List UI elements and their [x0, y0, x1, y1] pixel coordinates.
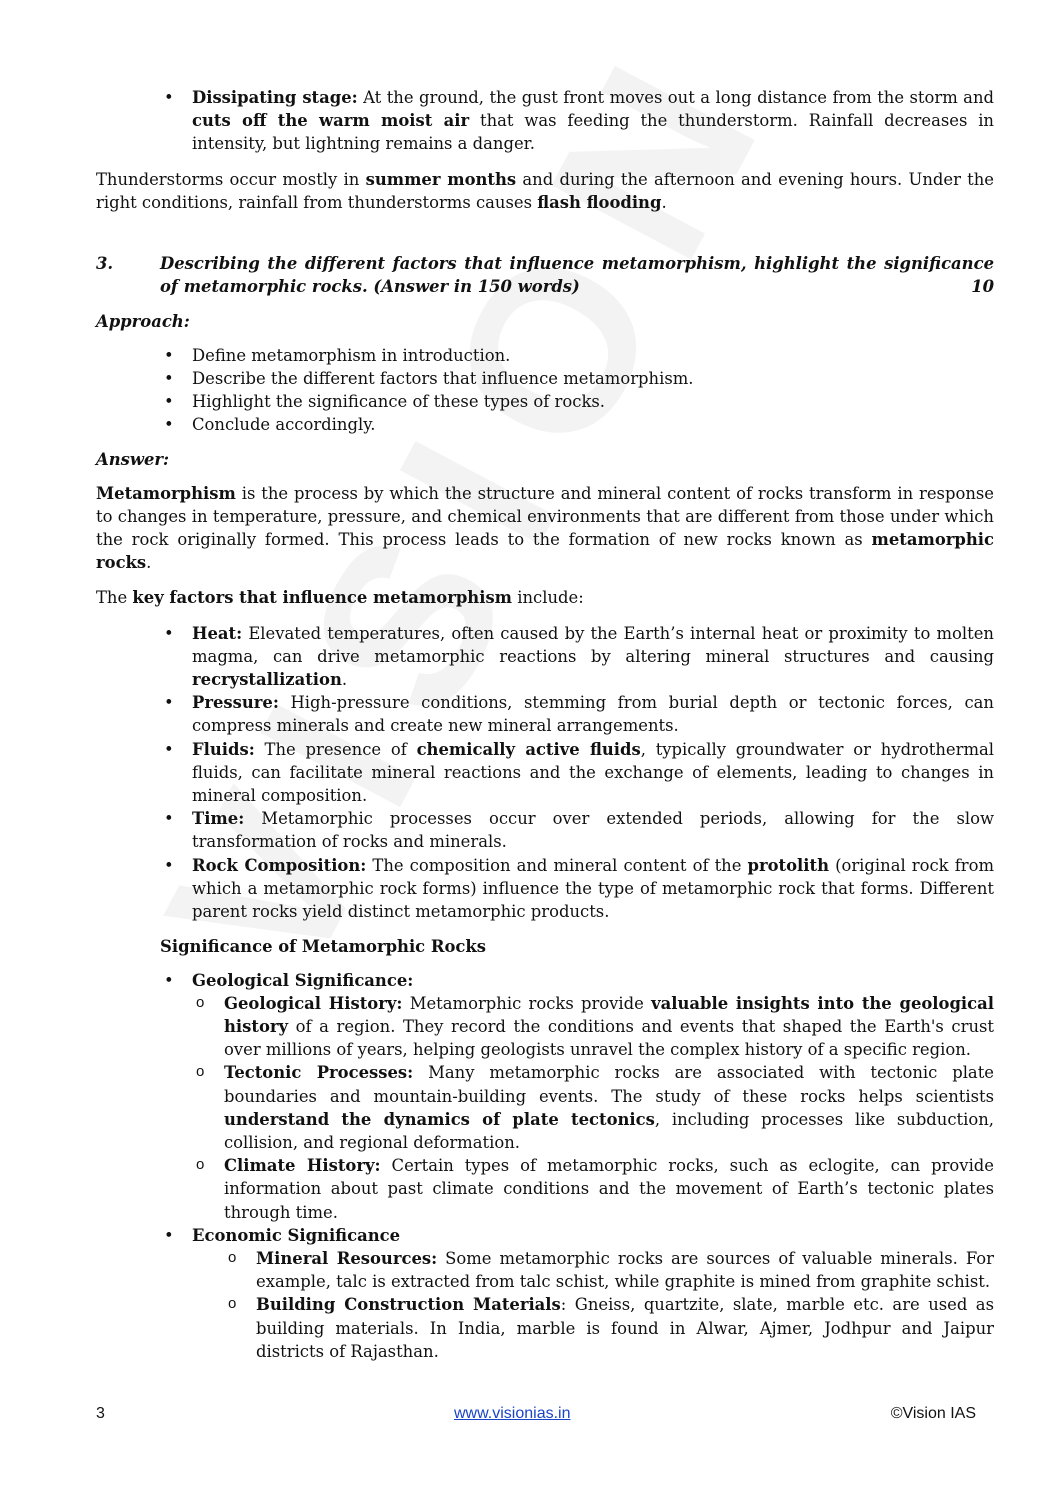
approach-item: • Highlight the significance of these types of rocks. [160, 390, 994, 413]
stage-list [96, 86, 994, 156]
factors-list [96, 622, 994, 924]
approach-heading: Approach: [96, 312, 190, 332]
question-text: Describing the different factors that influence metamorphism, highlight the significance of metamorphic rocks. (Answer in 150 words) 10 [160, 252, 994, 298]
economic-significance: • Economic Significance o Mineral Resources: Some metamorphic rocks are sources of valuable minerals. For example, talc is extracted from talc schist, while graphite is mined from graphite schist. o Building Construction Materials: Gneiss, quartzite, slate, marble etc. are used as building materials. In India, marble is found in Alwar, Ajmer, Jodhpur and Jaipur districts of Rajasthan. [160, 1224, 994, 1363]
approach-item: • Define metamorphism in introduction. [160, 344, 994, 367]
sub-mineral-resources: o Mineral Resources: Some metamorphic rocks are sources of valuable minerals. For example, talc is extracted from talc schist, while graphite is mined from graphite schist. [224, 1247, 994, 1293]
thunderstorm-paragraph: Thunderstorms occur mostly in summer months and during the afternoon and evening hours. Under the right conditions, rainfall from thunderstorms causes flash flooding. [96, 169, 994, 212]
approach-item: • Describe the different factors that influence metamorphism. [160, 367, 994, 390]
factor-time: • Time: Metamorphic processes occur over extended periods, allowing for the slow transformation of rocks and minerals. [160, 807, 994, 853]
page-footer [96, 1405, 976, 1427]
sub-building-materials: o Building Construction Materials: Gneiss, quartzite, slate, marble etc. are used as building materials. In India, marble is found in Alwar, Ajmer, Jodhpur and Jaipur districts of Rajasthan. [224, 1293, 994, 1363]
geological-significance: • Geological Significance: o Geological History: Metamorphic rocks provide valuable insights into the geological history of a region. They record the conditions and events that shaped the Earth's crust over millions of years, helping geologists unravel the complex history of a specific region. o Tectonic Processes: Many metamorphic rocks are associated with tectonic plate boundaries and mountain-building events. The study of these rocks helps scientists understand the dynamics of plate tectonics, including processes like subduction, collision, and regional deformation. o Climate History: Certain types of metamorphic rocks, such as eclogite, can provide information about past climate conditions and the movement of Earth’s tectonic plates through time. [160, 969, 994, 1224]
factor-heat: • Heat: Elevated temperatures, often caused by the Earth’s internal heat or proximity to molten magma, can drive metamorphic reactions by altering mineral structures and causing recrystallization. [160, 622, 994, 692]
question-3 [96, 252, 994, 298]
sub-tectonic-processes: o Tectonic Processes: Many metamorphic rocks are associated with tectonic plate boundaries and mountain-building events. The study of these rocks helps scientists understand the dynamics of plate tectonics, including processes like subduction, collision, and regional deformation. [192, 1061, 994, 1154]
website-link[interactable]: www.visionias.in [454, 1405, 571, 1422]
page-content [96, 86, 994, 1363]
sub-geological-history: o Geological History: Metamorphic rocks provide valuable insights into the geological history of a region. They record the conditions and events that shaped the Earth's crust over millions of years, helping geologists unravel the complex history of a specific region. [192, 992, 994, 1062]
sub-climate-history: o Climate History: Certain types of metamorphic rocks, such as eclogite, can provide information about past climate conditions and the movement of Earth’s tectonic plates through time. [192, 1154, 994, 1224]
factor-rock-composition: • Rock Composition: The composition and mineral content of the protolith (original rock from which a metamorphic rock forms) influence the type of metamorphic rock that forms. Different parent rocks yield distinct metamorphic products. [160, 854, 994, 924]
significance-title: Significance of Metamorphic Rocks [160, 937, 486, 957]
question-marks: 10 [971, 277, 994, 297]
bullet-dissipating-stage: • Dissipating stage: At the ground, the gust front moves out a long distance from the storm and cuts off the warm moist air that was feeding the thunderstorm. Rainfall decreases in intensity, but lightning remains a danger. [160, 86, 994, 156]
approach-list [96, 344, 994, 437]
significance-list [96, 969, 994, 1363]
approach-item: • Conclude accordingly. [160, 413, 994, 436]
answer-intro: Metamorphism is the process by which the structure and mineral content of rocks transform in response to changes in temperature, pressure, and chemical environments that are different from those under which the rock originally formed. This process leads to the formation of new rocks known as metamorphic rocks. [96, 483, 994, 573]
factors-intro: The key factors that influence metamorphism include: [96, 588, 584, 608]
answer-heading: Answer: [96, 450, 170, 470]
geological-sublist [192, 992, 994, 1224]
question-number: 3. [96, 254, 114, 274]
factor-fluids: • Fluids: The presence of chemically active fluids, typically groundwater or hydrothermal fluids, can facilitate mineral reactions and the exchange of elements, leading to changes in mineral composition. [160, 738, 994, 808]
factor-pressure: • Pressure: High-pressure conditions, stemming from burial depth or tectonic forces, can compress minerals and create new mineral arrangements. [160, 691, 994, 737]
page-number: 3 [96, 1405, 105, 1422]
copyright-text: ©Vision IAS [890, 1405, 976, 1422]
economic-sublist [224, 1247, 994, 1363]
